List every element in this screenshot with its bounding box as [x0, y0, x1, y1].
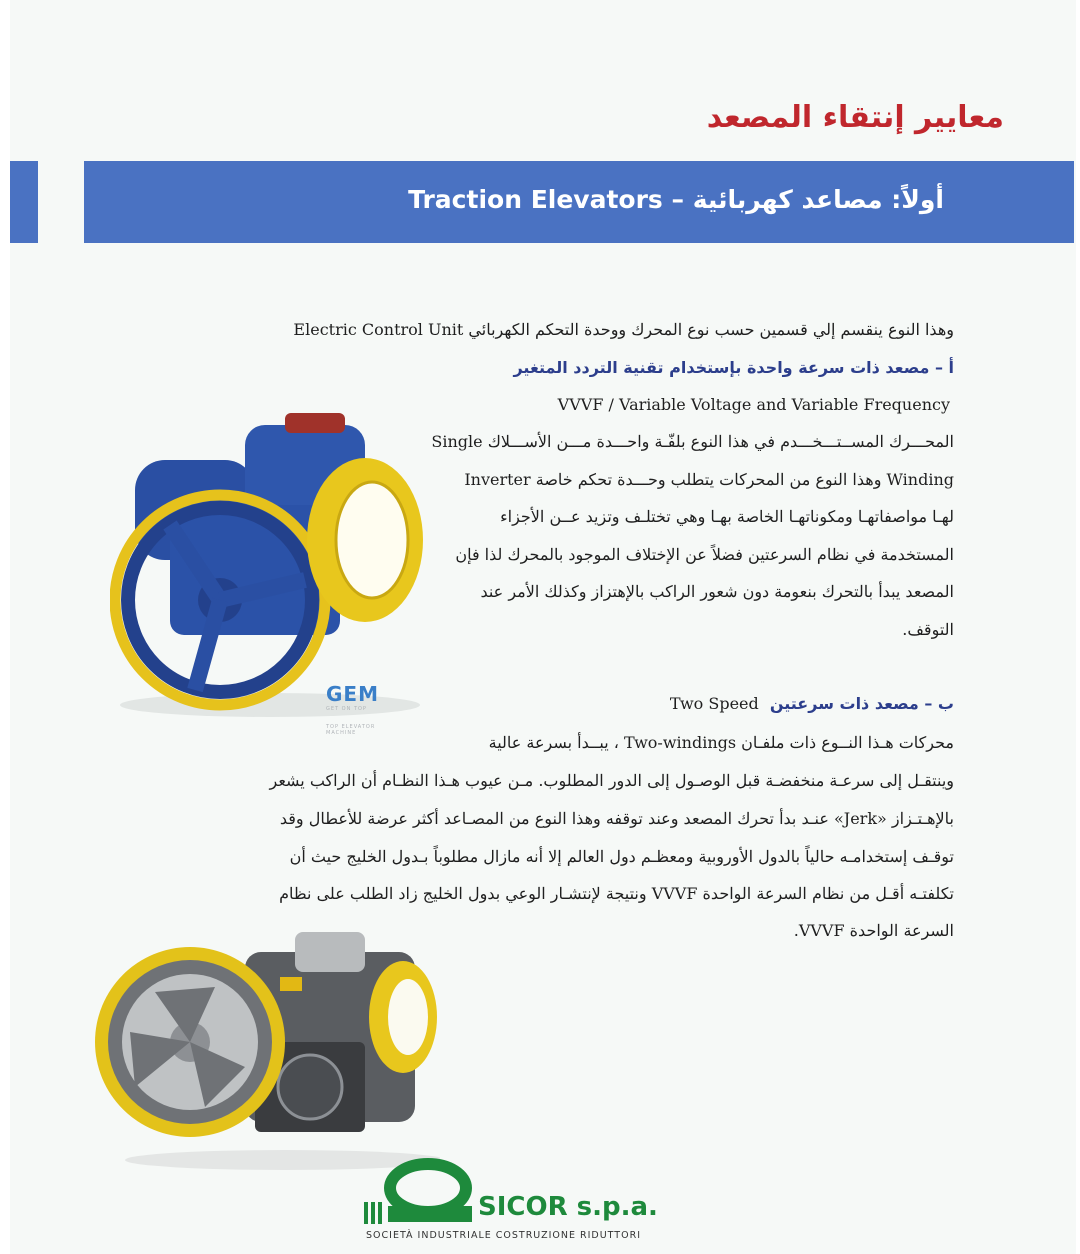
section-b-line: وينتقـل إلى سرعـة منخفضـة قبل الوصـول إلى الدور المطلوب. مـن عيوب هـذا النظـام أن الراكب يشعر: [269, 771, 954, 790]
section-banner: [84, 161, 1074, 243]
section-b-heading-row: [670, 694, 954, 713]
sicor-logo: [360, 1158, 680, 1248]
gem-logo: GEM GET ON TOP TOP ELEVATOR MACHINE: [326, 682, 379, 736]
section-a-line: المصعد يبدأ بالتحرك بنعومة دون شعور الراكب بالإهتزاز وكذلك الأمر عند: [480, 582, 954, 601]
section-b-line: توقـف إستخدامـه حالياً بالدول الأوروبية ومعظـم دول العالم إلا أنه مازال مطلوباً بـدول الخليج حيث أن: [289, 847, 954, 866]
sicor-emblem-icon: [360, 1158, 475, 1228]
section-a-line: المستخدمة في نظام السرعتين فضلاً عن الإختلاف الموجود بالمحرك لذا فإن: [455, 545, 954, 564]
section-a-line: لهـا مواصفاتهـا ومكوناتهـا الخاصة بهـا وهي تختلـف وتزيد عــن الأجزاء: [500, 507, 954, 526]
traction-machine-image-grey: [95, 922, 440, 1172]
intro-text: وهذا النوع ينقسم إلي قسمين حسب نوع المحرك ووحدة التحكم الكهربائي Electric Control Unit: [293, 320, 954, 339]
section-b-line: بالإهـتـزاز «Jerk» عنـد بدأ تحرك المصعد وعند توقفه وهذا النوع من المصـاعد أكثر عرضة للأعطال وقد: [279, 809, 954, 828]
section-b-line: محركات هـذا النــوع ذات ملفـان Two-windings ، يبــدأ بسرعة عالية: [488, 733, 954, 752]
banner-side-tab: [10, 161, 38, 243]
section-b-heading-latin: Two Speed: [669, 694, 759, 713]
sicor-name: SICOR s.p.a.: [478, 1192, 658, 1222]
section-a-line: المحـــرك المســتـــخـــدم في هذا النوع بلفّـة واحـــدة مـــن الأســـلاك Single: [431, 432, 954, 451]
traction-machine-image-blue: [110, 405, 430, 725]
section-a-heading: أ – مصعد ذات سرعة واحدة بإستخدام تقنية التردد المتغير: [513, 358, 954, 377]
section-b-heading: ب – مصعد ذات سرعتين: [769, 694, 954, 713]
section-a-line: VVVF / Variable Voltage and Variable Frequency: [557, 395, 950, 414]
section-a-line: Winding وهذا النوع من المحركات يتطلب وحـــدة تحكم خاصة Inverter: [464, 470, 954, 489]
page-title: معايير إنتقاء المصعد: [706, 100, 1004, 135]
banner-title: أولاً: مصاعد كهربائية – Traction Elevators: [408, 185, 944, 214]
sicor-tagline: SOCIETÀ INDUSTRIALE COSTRUZIONE RIDUTTORI: [366, 1230, 641, 1241]
section-a-line: التوقف.: [902, 620, 954, 639]
section-b-line: السرعة الواحدة VVVF.: [793, 921, 954, 940]
section-b-line: تكلفتـه أقـل من نظام السرعة الواحدة VVVF ونتيجة لإنتشـار الوعي بدول الخليج زاد الطلب على نظام: [279, 884, 954, 903]
